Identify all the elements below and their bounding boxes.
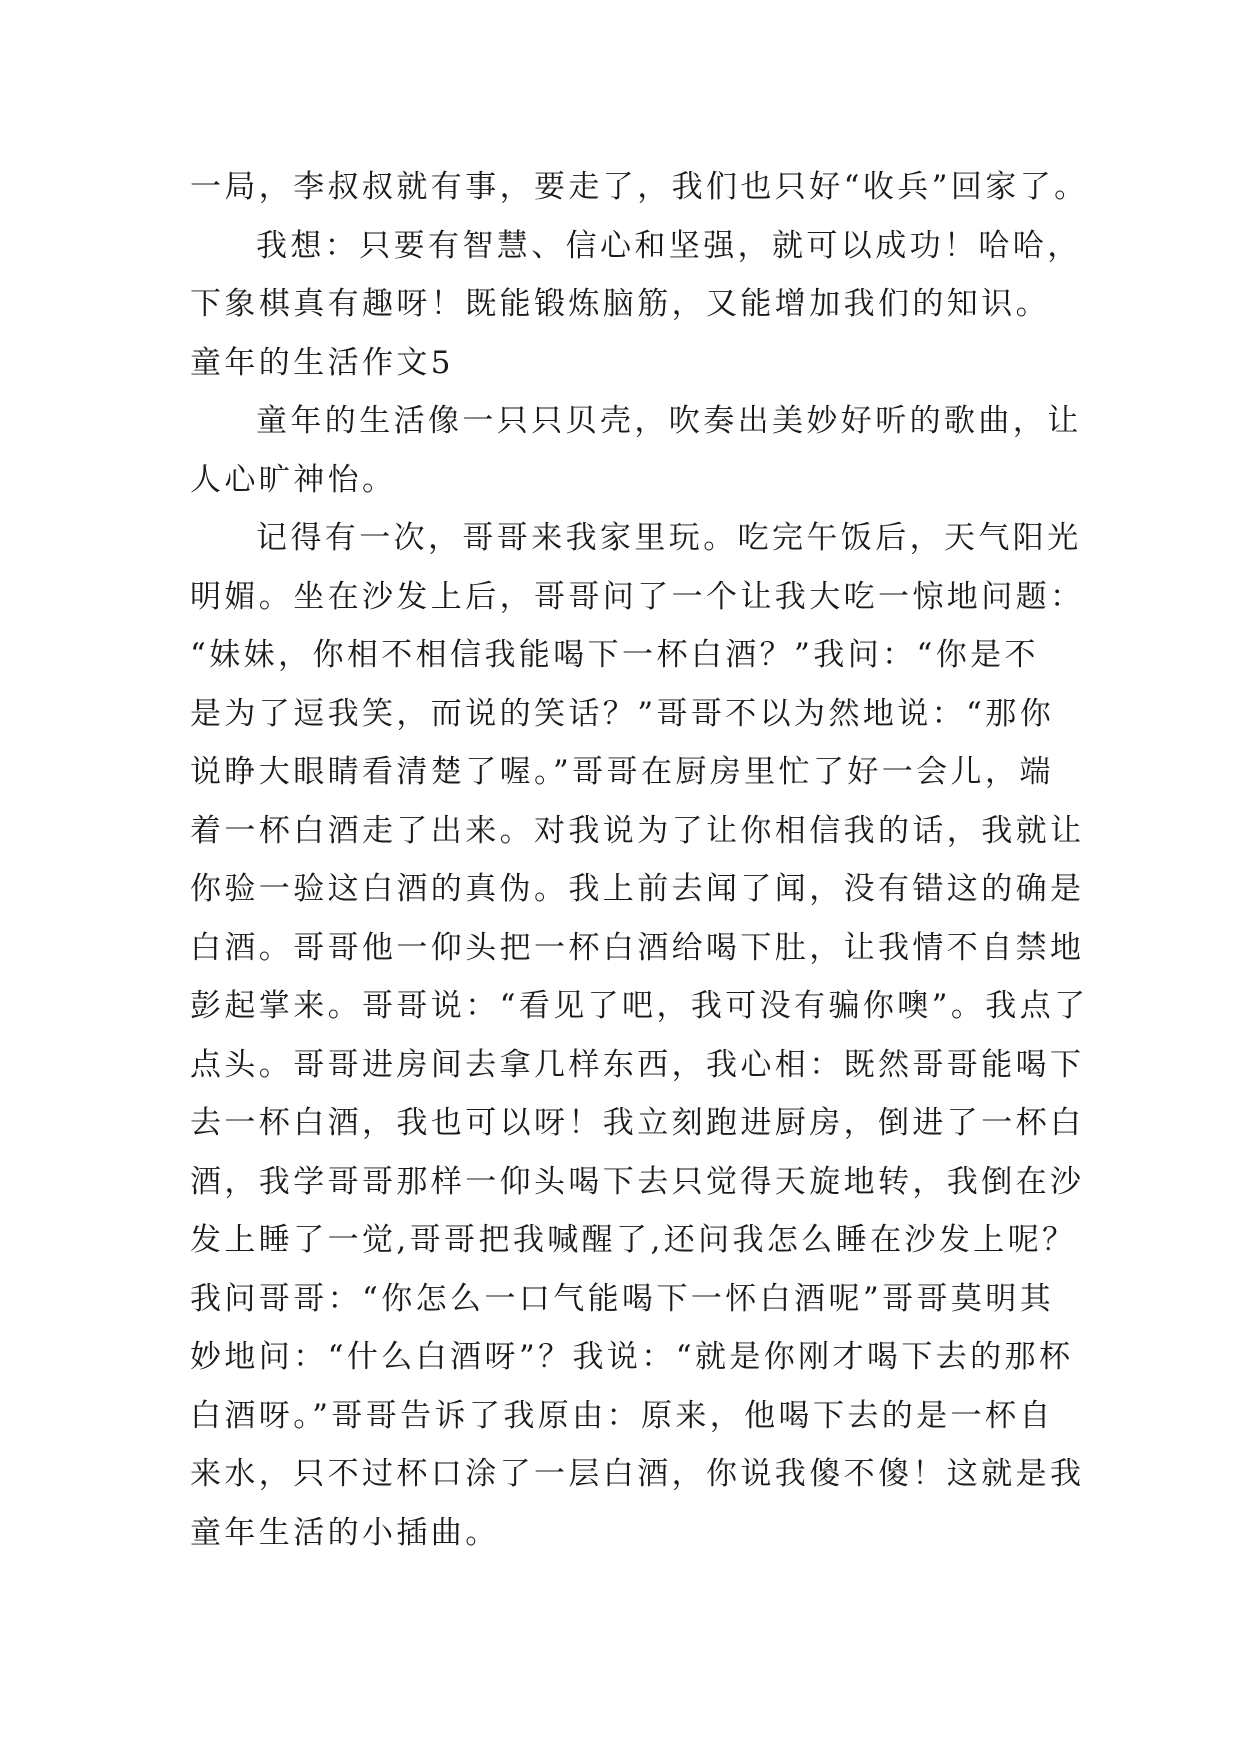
text-line: 来水，只不过杯口涂了一层白酒，你说我傻不傻！这就是我 — [190, 1456, 1085, 1492]
text-line: 彭起掌来。哥哥说：“看见了吧，我可没有骗你噢”。我点了 — [190, 988, 1089, 1024]
text-line: 是为了逗我笑，而说的笑话？”哥哥不以为然地说：“那你 — [190, 695, 1055, 732]
text-line: 童年的生活像一只只贝壳，吹奏出美妙好听的歌曲，让 — [256, 403, 1082, 439]
text-line: 明媚。坐在沙发上后，哥哥问了一个让我大吃一惊地问题： — [190, 578, 1085, 615]
text-line: 我问哥哥：“你怎么一口气能喝下一怀白酒呢”哥哥莫明其 — [190, 1280, 1055, 1317]
text-line: 说睁大眼睛看清楚了喔。”哥哥在厨房里忙了好一会儿，端 — [190, 754, 1054, 790]
text-line: 我想：只要有智慧、信心和坚强，就可以成功！哈哈， — [256, 227, 1082, 264]
text-line: 发上睡了一觉,哥哥把我喊醒了,还问我怎么睡在沙发上呢？ — [190, 1222, 1077, 1258]
text-line: 你验一验这白酒的真伪。我上前去闻了闻，没有错这的确是 — [190, 871, 1085, 907]
text-line: 去一杯白酒，我也可以呀！我立刻跑进厨房，倒进了一杯白 — [190, 1105, 1085, 1141]
text-line: 童年生活的小插曲。 — [190, 1514, 500, 1551]
text-line: 记得有一次，哥哥来我家里玩。吃完午饭后，天气阳光 — [256, 520, 1082, 556]
text-line: 着一杯白酒走了出来。对我说为了让你相信我的话，我就让 — [190, 812, 1085, 849]
section-heading: 童年的生活作文5 — [190, 344, 454, 381]
text-line: 白酒呀。”哥哥告诉了我原由：原来，他喝下去的是一杯自 — [190, 1397, 1054, 1434]
text-line: 妙地问：“什么白酒呀”？我说：“就是你刚才喝下去的那杯 — [190, 1339, 1074, 1375]
text-line: 白酒。哥哥他一仰头把一杯白酒给喝下肚，让我情不自禁地 — [190, 929, 1085, 966]
essay-text — [190, 158, 1089, 1562]
text-line: 一局，李叔叔就有事，要走了，我们也只好“收兵”回家了。 — [190, 169, 1089, 205]
text-line: 点头。哥哥进房间去拿几样东西，我心相：既然哥哥能喝下 — [190, 1046, 1085, 1083]
text-line: 酒，我学哥哥那样一仰头喝下去只觉得天旋地转，我倒在沙 — [190, 1163, 1085, 1200]
text-line: “妹妹，你相不相信我能喝下一杯白酒？”我问：“你是不 — [190, 637, 1039, 673]
text-line: 人心旷神怡。 — [190, 461, 397, 498]
text-line: 下象棋真有趣呀！既能锻炼脑筋，又能增加我们的知识。 — [190, 286, 1050, 322]
